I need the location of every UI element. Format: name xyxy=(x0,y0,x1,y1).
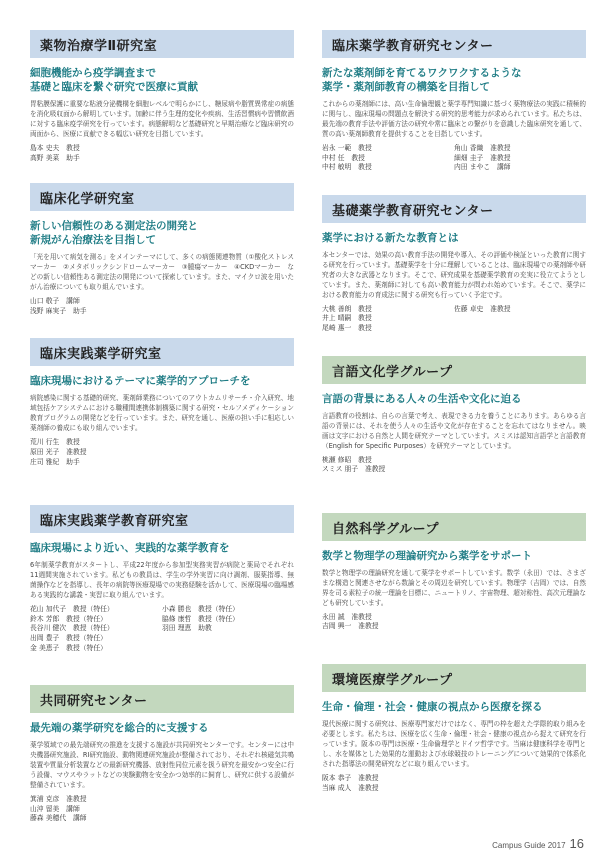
member-list xyxy=(30,605,294,653)
section-title: 共同研究センター xyxy=(30,685,294,713)
member-name: 永田 誠 准教授 xyxy=(322,612,372,621)
member-name: 細畑 圭子 准教授 xyxy=(454,153,511,162)
member-name: 当麻 成人 准教授 xyxy=(322,783,379,792)
research-section xyxy=(30,183,294,316)
member-list xyxy=(322,305,586,334)
member-name xyxy=(162,644,294,654)
member-name: 山口 敬子 講師 xyxy=(30,297,80,306)
member-name: 大桃 善朗 教授 xyxy=(322,304,372,313)
member-list xyxy=(322,774,586,793)
sections-grid xyxy=(30,30,586,824)
section-subtitle: 生命・倫理・社会・健康の視点から医療を探る xyxy=(322,700,543,713)
member-name: 阪本 恭子 准教授 xyxy=(322,773,379,782)
member-name: 佐藤 卓史 准教授 xyxy=(454,304,511,313)
member-list xyxy=(322,613,586,632)
member-name: 原田 光子 准教授 xyxy=(30,447,87,456)
section-subtitle: 数学と物理学の理論研究から薬学をサポート xyxy=(322,549,532,562)
section-subtitle: 臨床現場におけるテーマに薬学的アプローチを xyxy=(30,375,251,388)
section-title: 言語文化学グループ xyxy=(322,356,586,384)
member-name: 井上 晴嗣 教授 xyxy=(322,314,372,323)
page-number: 16 xyxy=(569,836,584,851)
section-title: 臨床実践薬学教育研究室 xyxy=(30,505,294,533)
section-title: 臨床実践薬学研究室 xyxy=(30,338,294,366)
member-name xyxy=(162,634,294,644)
member-name: 花山 加代子 教授（特任） xyxy=(30,605,114,614)
member-name: 脇條 康哲 教授（特任） xyxy=(162,614,239,623)
research-section xyxy=(322,195,586,334)
member-name: 浅野 麻実子 助手 xyxy=(30,306,87,315)
section-body: 言語教育の役割は、自らの言葉で考え、表現できる力を養うことにあります。あらゆる言語の背景には、それを使う人々の生活や文化が存在することを忘れてはなりません。映画は文字における自然と人間を研究テーマとしています。スミスは認知言語学と言語教育（English for Specific Purposes）を研究テーマとしています。 xyxy=(322,411,586,450)
research-section xyxy=(30,338,294,467)
section-title: 臨床化学研究室 xyxy=(30,183,294,211)
member-name: 藤森 美穂代 講師 xyxy=(30,814,87,823)
member-name: 羽田 理恵 助教 xyxy=(162,624,212,633)
section-subtitle: 新たな薬剤師を育てるワクワクするような 薬学・薬剤師教育の構築を目指して xyxy=(322,67,522,93)
member-list xyxy=(30,438,294,467)
left-column xyxy=(30,30,294,824)
section-body: これからの薬剤師には、高い生命倫理観と薬学専門知識に基づく薬物療法の実践に積極的に関与し、臨床現場の問題点を解決する研究的思考能力が求められています。私たちは、最先端の教育手法や評価方法の研究や常に臨床との繋がりを意識した臨床研究を通して、質の高い薬剤師教育を提供することを目指しています。 xyxy=(322,100,586,138)
research-section xyxy=(322,664,586,793)
section-title: 基礎薬学教育研究センター xyxy=(322,195,586,223)
section-body: 現代医療に関する研究は、医療専門家だけではなく、専門の枠を超えた学際的取り組みを必要とします。私たちは、医療を広く生命・倫理・社会・健康の視点から捉えて研究を行っています。阪本の専門は医療・生命倫理学とドイツ哲学です。当麻は健康科学を専門とし、水を媒体とした効果的な運動および水球競技のトレーニングについて効果的で体系化された指導法の開発研究などに取り組んでいます。 xyxy=(322,719,586,768)
research-section xyxy=(322,30,586,173)
member-name: 中村 任 教授 xyxy=(322,153,365,162)
section-body: 本センターでは、効果の高い教育手法の開発や導入、その評価や検証といった教育に関する研究を行っています。基礎薬学を十分に理解していることは、臨床現場での薬剤師や研究者の大きな武器となります。そこで、研究成果を基礎薬学教育の充実に役立てようとしています。また、薬剤師に対しても高い教育能力が問われ始めています。そこで、薬学における教育能力の育成法に関する研究も行っていく予定です。 xyxy=(322,250,586,299)
section-subtitle: 臨床現場により近い、実践的な薬学教育を xyxy=(30,542,230,555)
member-name: 出岡 豊子 教授（特任） xyxy=(30,633,107,642)
campus-guide-label: Campus Guide 2017 xyxy=(492,841,566,850)
section-body: 数学と物理学の理論研究を通して薬学をサポートしています。数学（永田）では、さまざまな構造と関連させながら数論とその周辺を研究しています。物理学（吉岡）では、自然界を司る素粒子の統一理論を目標に、ニュートリノ、宇宙物理、超対称性、高次元理論なども研究しています。 xyxy=(322,568,586,607)
research-section xyxy=(322,513,586,632)
section-title: 薬物治療学Ⅱ研究室 xyxy=(30,30,294,58)
member-name: 角山 香織 准教授 xyxy=(454,144,511,152)
section-subtitle: 細胞機能から疫学調査まで 基礎と臨床を繋ぐ研究で医療に貢献 xyxy=(30,67,198,93)
section-body: 薬学領域での最先端研究の推進を支援する施設が共同研究センターです。センターには中央機器研究施設、RI研究施設、動物関連研究施設が整備されており、それぞれ核磁気共鳴装置や質量分析装置などの最新研究機器、放射性同位元素を扱う研究を最安かつ安全に行う設備、マウスやラットなどの実験動物を安全かつ効率的に飼育し、研究に供する設備が整備されています。 xyxy=(30,741,294,790)
section-body: 病院感染に関する基礎的研究、薬剤師業務についてのアウトカムリサーチ・介入研究、地域包括ケアシステムにおける職種間連携体制構築に関する研究・セルフメディケーション教育プログラムの開発などを行っています。また、研究を通し、医療の担い手に相応しい薬剤師の養成にも取り組んでいます。 xyxy=(30,394,294,433)
member-name: 高野 美菜 助手 xyxy=(30,153,80,162)
research-section xyxy=(30,505,294,653)
member-name: 庄司 雅紀 助手 xyxy=(30,457,80,466)
research-section xyxy=(322,356,586,475)
section-body: 胃粘膜保護に重要な粘液分泌機構を細胞レベルで明らかにし、糖尿病や脂質異常症の病態を消化吸収面から解明しています。加齢に伴う生理的変化や疾病、生活習慣病や習慣飲酒に対する臨床疫学研究を行っています。病態解明など基礎研究と早期治療など臨床研究の両面から、医療に貢献できる幅広い研究を目指しています。 xyxy=(30,100,294,138)
member-name: 尾崎 惠一 教授 xyxy=(322,323,372,332)
member-name: 箕浦 克彦 准教授 xyxy=(30,795,87,804)
member-list xyxy=(322,144,586,173)
section-title: 臨床薬学教育研究センター xyxy=(322,30,586,58)
member-name: 荒川 行生 教授 xyxy=(30,438,80,447)
research-section xyxy=(30,30,294,163)
member-list xyxy=(30,297,294,316)
section-body: 「光を用いて病気を測る」をメインテーマにして、多くの病態関連物質（①酸化ストレスマーカー ②メタボリックシンドロームマーカー ③腫瘍マーカー ④CKDマーカー などの新しい信頼性ある測定法の開発について探索しています。また、マイクロ波を用いたがん治療についても取り組んでいます。 xyxy=(30,253,294,292)
member-name: 中村 敏明 教授 xyxy=(322,163,372,172)
section-subtitle: 最先端の薬学研究を総合的に支援する xyxy=(30,722,209,735)
section-subtitle: 新しい信頼性のある測定法の開発と 新規がん治療法を目指して xyxy=(30,220,198,247)
member-name: スミス 朋子 准教授 xyxy=(322,465,386,474)
member-name xyxy=(454,314,586,324)
member-name: 桃瀬 修昭 教授 xyxy=(322,455,372,464)
member-name xyxy=(454,324,586,334)
member-name: 吉岡 興一 准教授 xyxy=(322,622,379,631)
right-column xyxy=(322,30,586,824)
member-name: 長谷川 健次 教授（特任） xyxy=(30,624,114,633)
member-list xyxy=(30,144,294,163)
member-list xyxy=(30,795,294,824)
member-name: 島本 史夫 教授 xyxy=(30,144,80,152)
member-name: 山沖 留美 講師 xyxy=(30,804,80,813)
member-name: 金 美恵子 教授（特任） xyxy=(30,643,107,652)
section-title: 自然科学グループ xyxy=(322,513,586,541)
research-section xyxy=(30,685,294,824)
page-footer xyxy=(492,836,584,851)
section-subtitle: 言語の背景にある人々の生活や文化に迫る xyxy=(322,392,522,405)
member-name: 鈴木 芳郎 教授（特任） xyxy=(30,614,107,623)
section-subtitle: 薬学における新たな教育とは xyxy=(322,231,459,244)
member-name: 内田 まやこ 講師 xyxy=(454,163,511,172)
member-list xyxy=(322,456,586,475)
section-title: 環境医療学グループ xyxy=(322,664,586,692)
member-name: 小森 勝也 教授（特任） xyxy=(162,605,239,614)
member-name: 岩永 一範 教授 xyxy=(322,144,372,152)
section-body: 6年制薬学教育がスタートし、平成22年度から参加型実務実習が病院と薬局でそれぞれ11週間実施されています。私どもの教員は、学生の学外実習に向け調剤、服薬指導、無菌操作などを指導し、長年の病院等医療現場での実務経験を活かして、医療現場の臨場感ある実践的な講義・実習に取り組んでいます。 xyxy=(30,561,294,600)
